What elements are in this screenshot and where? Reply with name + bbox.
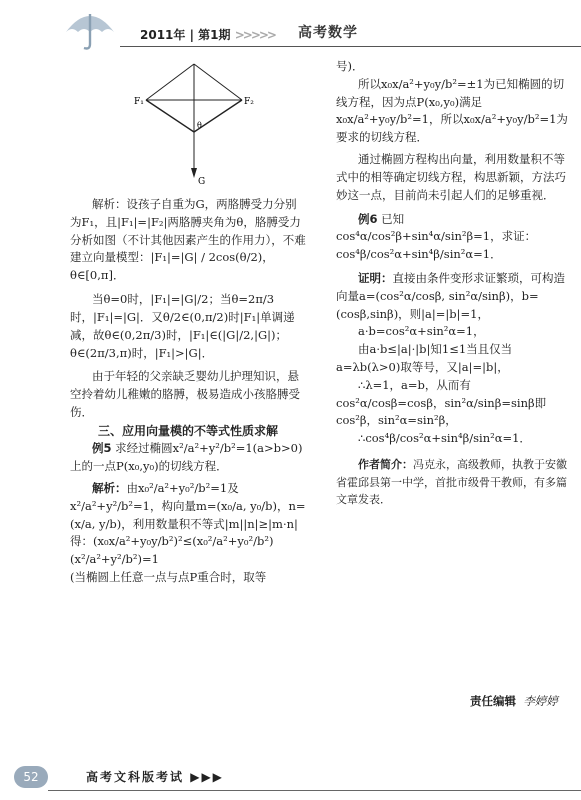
right-para-2: 所以x₀x/a²+y₀y/b²=±1为已知椭圆的切线方程，因为点P(x₀,y₀)满足x₀x/a²+y₀y/b²=1，所以x₀x/a²+y₀y/b²=1为要求的切线方程．: [336, 76, 568, 145]
proof-6-line3: 由a·b≤|a|·|b|知1≤1当且仅当a=λb(λ>0)取等号，又|a|=|b|，: [336, 342, 513, 374]
left-column: [70, 196, 306, 587]
author-bio: 作者简介：冯克永，高级教师，执教于安徽省霍邱县第一中学，首批市级骨干教师，有多篇文章发表．: [336, 458, 567, 507]
solution-5: 解析：由x₀²/a²+y₀²/b²=1及x²/a²+y²/b²=1，构向量m=(x₀/a, y₀/b)，n=(x/a, y/b)，利用数量积不等式|m||n|≥|m·n|得：(x₀x/a²+y₀y/b²)²≤(x₀²/a²+y₀²/b²)(x²/a²+y²/b²)=1: [70, 480, 306, 567]
proof-6-line4: ∴λ=1，a=b，从而有cos²α/cosβ=cosβ，sin²α/sinβ=sinβ即cos²β，sin²α=sin²β，: [336, 377, 547, 428]
footer-rule: [48, 790, 581, 791]
header-rule: [120, 46, 581, 47]
solution-5-cont: (当椭圆上任意一点与点P重合时，取等: [70, 570, 267, 585]
theta-label: θ: [197, 121, 202, 130]
section-heading: 三、应用向量模的不等式性质求解: [97, 423, 278, 438]
example-6: 例6 已知cos⁴α/cos²β+sin⁴α/sin²β=1，求证：cos⁴β/cos²α+sin⁴β/sin²α=1．: [336, 211, 537, 262]
right-column: [336, 58, 568, 509]
footer-title: 高考文科版考试 ▶▶▶: [86, 770, 224, 784]
right-para-3: 通过椭圆方程构出向量，利用数量积不等式中的相等确定切线方程，构思新颖，方法巧妙这一点，目前尚未引起人们的足够重视．: [336, 152, 566, 202]
g-label: G: [198, 177, 206, 187]
force-diagram: [124, 60, 264, 188]
proof-6-line2: a·b=cos²α+sin²α=1，: [358, 324, 485, 339]
f1-label: F₁: [134, 97, 144, 107]
editor-credit: 责任编辑 李婷婷: [470, 694, 558, 708]
left-para-3: 由于年轻的父亲缺乏婴幼儿护理知识，悬空拎着幼儿稚嫩的胳膊，极易造成小孩胳膊受伤．: [70, 369, 300, 419]
issue-label: 2011年 | 第1期 >>>>>: [140, 28, 275, 42]
left-para-2: 当θ=0时，|F₁|=|G|/2；当θ=2π/3时，|F₁|=|G|．又θ/2∈(0,π/2)时|F₁|单调递减，故θ∈(0,2π/3)时，|F₁|∈(|G|/2,|G|)；θ∈(2π/3,π)时，|F₁|>|G|．: [70, 292, 295, 360]
proof-6: 证明：直接由条件变形求证繁琐，可构造向量a=(cos²α/cosβ, sin²α/sinβ)，b=(cosβ,sinβ)，则|a|=|b|=1，: [336, 270, 565, 321]
right-para-1: 号)．: [336, 59, 364, 73]
umbrella-logo-icon: [62, 6, 118, 52]
f2-label: F₂: [244, 97, 254, 107]
page-number: 52: [14, 766, 48, 788]
magazine-title: 高考数学: [298, 25, 358, 41]
example-5: 例5 求经过椭圆x²/a²+y²/b²=1(a>b>0)上的一点P(x₀,y₀)的切线方程．: [70, 441, 303, 474]
left-para-1: 解析：设孩子自重为G，两胳膊受力分别为F₁，且|F₁|=|F₂|两胳膊夹角为θ，胳膊受力分析如图（不计其他因素产生的作用力），不难建立向量模型：|F₁|=|G| / 2cos(θ/2)，θ∈[0,π]．: [70, 197, 306, 283]
proof-6-line5: ∴cos⁴β/cos²α+sin⁴β/sin²α=1．: [358, 431, 531, 446]
